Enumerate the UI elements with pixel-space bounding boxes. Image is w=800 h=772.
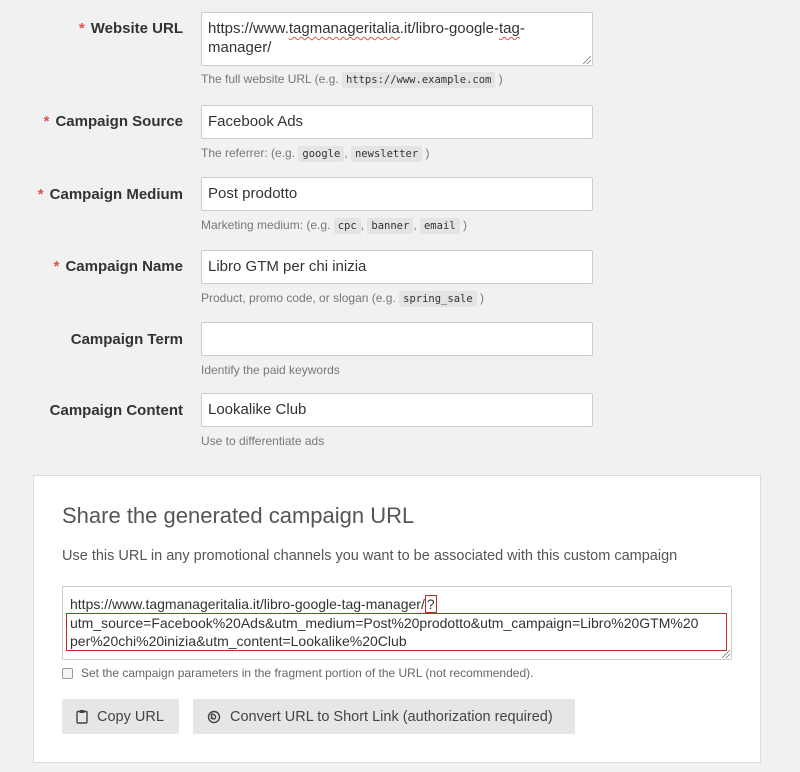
link-swirl-icon: [207, 710, 221, 724]
campaign-term-help: Identify the paid keywords: [201, 363, 340, 377]
campaign-content-input[interactable]: Lookalike Club: [201, 393, 593, 427]
campaign-medium-label: * Campaign Medium: [37, 186, 183, 203]
generated-url-line-2: utm_source=Facebook%20Ads&utm_medium=Post%20prodotto&utm_campaign=Libro%20GTM%20: [70, 615, 699, 631]
campaign-medium-input[interactable]: Post prodotto: [201, 177, 593, 211]
campaign-source-help: The referrer: (e.g. google , newsletter ): [201, 146, 430, 160]
campaign-medium-help: Marketing medium: (e.g. cpc , banner , email ): [201, 218, 467, 232]
textarea-resize-handle[interactable]: [583, 56, 591, 64]
campaign-content-label: Campaign Content: [49, 402, 183, 419]
copy-url-button[interactable]: Copy URL: [62, 699, 179, 734]
fragment-checkbox[interactable]: [62, 668, 73, 679]
campaign-term-label: Campaign Term: [70, 331, 183, 348]
share-url-panel: [33, 475, 761, 763]
fragment-option-row: [62, 666, 533, 680]
clipboard-icon: [76, 709, 88, 724]
required-marker: *: [53, 258, 60, 275]
generated-url-line-1: https://www.tagmanageritalia.it/libro-google-tag-manager/ ?: [70, 596, 435, 612]
website-url-help: The full website URL (e.g. https://www.example.com ): [201, 72, 503, 86]
campaign-term-input[interactable]: [201, 322, 593, 356]
generated-url-line-3: per%20chi%20inizia&utm_content=Lookalike%20Club: [70, 633, 407, 649]
share-panel-description: Use this URL in any promotional channels you want to be associated with this custom campaign: [62, 548, 678, 564]
website-url-input[interactable]: https://www.tagmanageritalia.it/libro-google-tag-manager/: [201, 12, 593, 66]
short-link-button[interactable]: Convert URL to Short Link (authorization required): [193, 699, 575, 734]
required-marker: *: [78, 20, 85, 37]
website-url-label: * Website URL: [78, 20, 183, 37]
campaign-name-help: Product, promo code, or slogan (e.g. spring_sale ): [201, 291, 485, 305]
textarea-resize-handle[interactable]: [722, 650, 730, 658]
campaign-content-help: Use to differentiate ads: [201, 434, 325, 448]
campaign-source-label: * Campaign Source: [43, 113, 183, 130]
campaign-name-label: * Campaign Name: [53, 258, 183, 275]
generated-url-textarea[interactable]: [62, 586, 732, 660]
required-marker: *: [37, 186, 44, 203]
campaign-name-input[interactable]: Libro GTM per chi inizia: [201, 250, 593, 284]
query-marker-highlight: ?: [426, 596, 435, 612]
share-panel-title: Share the generated campaign URL: [62, 503, 415, 528]
campaign-source-input[interactable]: Facebook Ads: [201, 105, 593, 139]
fragment-checkbox-label[interactable]: Set the campaign parameters in the fragment portion of the URL (not recommended).: [81, 666, 534, 680]
required-marker: *: [43, 113, 50, 130]
